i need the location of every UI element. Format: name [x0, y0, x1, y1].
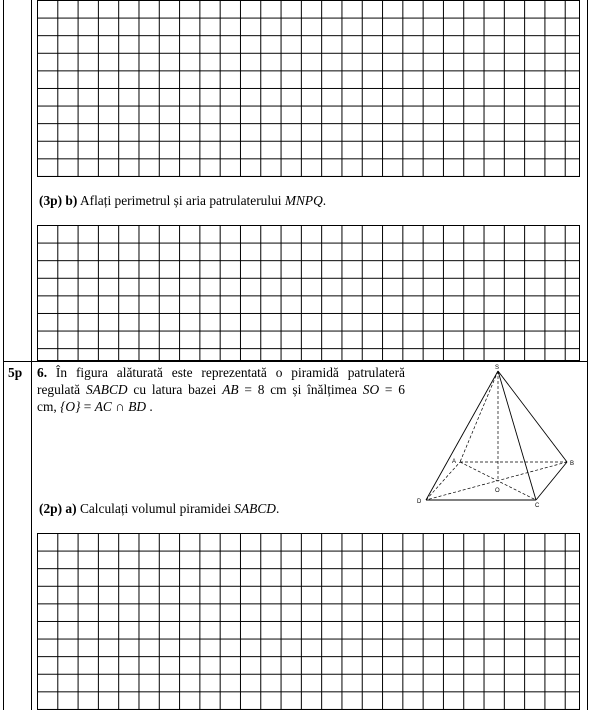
points-label-6a: (2p)	[39, 501, 63, 516]
line-2-b: cu latura bazei	[127, 382, 223, 397]
edge-sc	[498, 371, 536, 500]
question-text: Aflați perimetrul și aria patrulaterului	[79, 193, 285, 208]
line-2-d: = 6	[379, 382, 405, 397]
edge-da	[426, 462, 460, 500]
question-6a	[39, 500, 279, 517]
label-b: B	[570, 461, 575, 467]
label-d: D	[417, 499, 422, 505]
problem-6-line-1	[37, 364, 405, 381]
punct: .	[322, 193, 327, 208]
intersection-symbol: ∩	[111, 399, 129, 414]
right-border	[587, 0, 588, 710]
edge-sb	[498, 371, 567, 462]
pyramid-figure	[412, 362, 582, 512]
equals: =	[80, 399, 95, 414]
segment-bd: BD	[128, 399, 147, 414]
part-letter-6a: a)	[65, 501, 77, 516]
segment-ac: AC	[94, 399, 112, 414]
label-c: C	[535, 503, 540, 509]
punct-6a: .	[275, 501, 280, 516]
answer-grid-top	[37, 0, 580, 177]
answer-grid-middle	[37, 225, 580, 361]
problem-score: 5p	[8, 365, 23, 380]
part-letter: b)	[65, 193, 78, 208]
label-a: A	[452, 459, 457, 465]
answer-grid-bottom	[37, 533, 580, 710]
line-3-a: cm,	[37, 399, 61, 414]
line-2-a: regulată	[37, 382, 86, 397]
edge-sa	[460, 371, 498, 462]
question-6a-text: Calculați volumul piramidei	[79, 501, 235, 516]
line-1	[37, 364, 405, 381]
pyramid-name: SABCD	[85, 382, 128, 397]
line-2	[37, 381, 405, 398]
edge-sd	[426, 371, 498, 500]
segment-so: SO	[362, 382, 380, 397]
line-2-c: = 8 cm și înălțimea	[238, 382, 363, 397]
score-column-divider	[31, 0, 32, 710]
line-3-end: .	[146, 399, 153, 414]
quad-name: MNPQ	[284, 193, 323, 208]
pyramid-name-6a: SABCD	[234, 501, 276, 516]
question-b	[39, 192, 326, 209]
problem-6-line-3	[37, 398, 153, 415]
problem-6-line-2	[37, 381, 405, 398]
segment-ab: AB	[222, 382, 239, 397]
line-1-text: În figura alăturată este reprezentată o piramidă patrulateră	[55, 365, 405, 380]
problem-number: 6.	[37, 365, 48, 380]
label-s: S	[495, 365, 500, 371]
edge-cb	[536, 462, 567, 500]
points-label: (3p)	[39, 193, 63, 208]
left-border	[3, 0, 4, 710]
label-o: O	[495, 488, 500, 494]
diagonal-bd	[426, 462, 567, 500]
set-o: {O}	[60, 399, 81, 414]
